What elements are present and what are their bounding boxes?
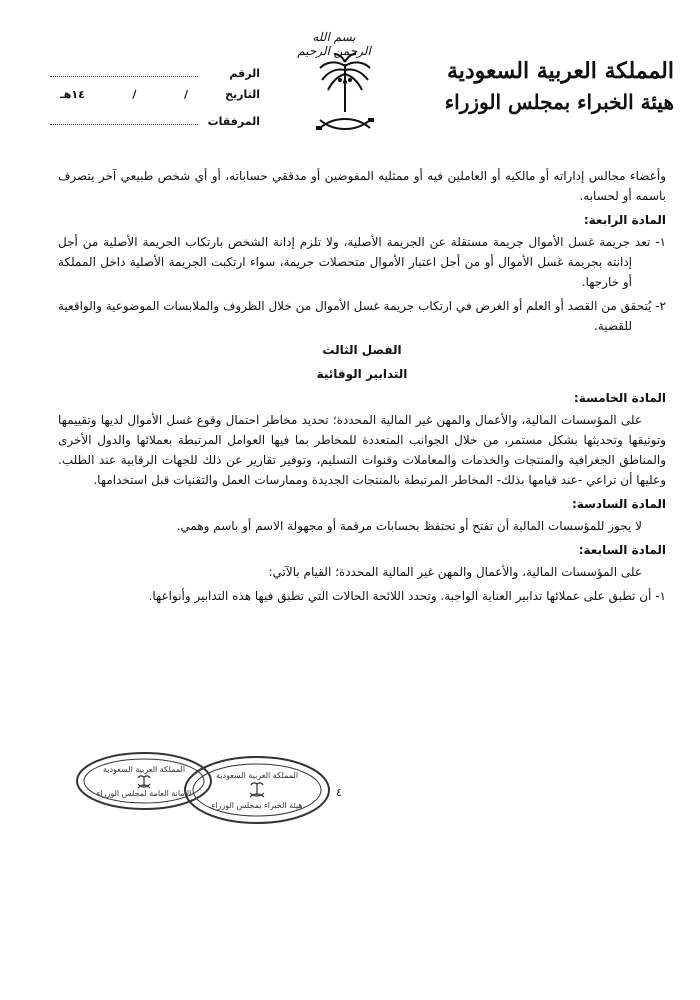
attachments-row xyxy=(50,112,260,136)
stamp-emblem-icon xyxy=(250,783,264,797)
number-field xyxy=(50,64,198,77)
page-number: ٤ xyxy=(336,786,342,799)
stamp-right-top-text: المملكة العربية السعودية xyxy=(215,771,299,780)
date-slash: / xyxy=(132,88,137,101)
article-7-item: ١- أن تطبق على عملائها تدابير العناية الواجبة. وتحدد اللائحة الحالات التي تطبق فيها هذه التدابير وأنواعها. xyxy=(148,589,666,603)
palm-swords-emblem-icon xyxy=(312,50,378,142)
article-4-item: ١- تعد جريمة غسل الأموال جريمة مستقلة عن الجريمة الأصلية، ولا تلزم إدانة الشخص بارتكاب الجريمة الأصلية من أجل إدانته بجريمة غسل الأموال أو من أجل اعتبار الأموال متحصلات جريمة، سواء ارتكبت الجريمة الأصلية داخل المملكة أو خارجها. xyxy=(58,235,666,289)
stamp-right-bottom-text: هيئة الخبراء بمجلس الوزراء xyxy=(211,801,303,810)
article-7-intro: على المؤسسات المالية، والأعمال والمهن غير المالية المحددة؛ القيام بالآتي: xyxy=(268,565,642,579)
stamp-emblem-icon xyxy=(138,776,150,788)
stamp-experts-authority xyxy=(182,754,332,826)
kingdom-name: المملكة العربية السعودية xyxy=(446,58,674,84)
document-body xyxy=(58,166,666,610)
stamp-left-top-text: المملكة العربية السعودية xyxy=(102,765,186,774)
date-slash: / xyxy=(183,88,188,101)
attachments-field xyxy=(50,112,198,125)
article-4-title: المادة الرابعة: xyxy=(583,213,666,227)
number-row xyxy=(50,64,260,88)
attachments-label: المرفقات xyxy=(207,115,260,128)
basmala: بسم الله الرحمن الرحيم xyxy=(297,30,371,58)
article-5-title: المادة الخامسة: xyxy=(573,391,666,405)
chapter-title: الفصل الثالث xyxy=(322,343,402,357)
letterhead-meta xyxy=(50,64,260,136)
intro-paragraph: وأعضاء مجالس إداراته أو مالكيه أو العاملين فيه أو ممثليه المفوضين أو مدققي حساباته، أو أي شخص طبيعي آخر يتصرف باسمه أو لحسابه. xyxy=(58,169,666,203)
date-row xyxy=(50,88,260,112)
chapter-subtitle: التدابير الوقائية xyxy=(316,367,408,381)
article-4-item: ٢- يُتحقق من القصد أو العلم أو الغرض في ارتكاب جريمة غسل الأموال من خلال الظروف والملابسات الموضوعية والواقعية للقضية. xyxy=(58,299,666,333)
date-label: التاريخ xyxy=(225,88,260,101)
authority-name: هيئة الخبراء بمجلس الوزراء xyxy=(444,90,674,114)
stamp-left-bottom-text: الأمانة العامة لمجلس الوزراء xyxy=(96,789,192,798)
date-field xyxy=(50,88,198,101)
article-6-title: المادة السادسة: xyxy=(572,497,666,511)
number-label: الرقم xyxy=(229,67,260,80)
date-suffix: ١٤هـ xyxy=(60,88,85,101)
article-6-text: لا يجوز للمؤسسات المالية أن تفتح أو تحتفظ بحسابات مرقمة أو مجهولة الاسم أو باسم وهمي. xyxy=(176,519,642,533)
article-7-title: المادة السابعة: xyxy=(578,543,666,557)
letterhead-authority xyxy=(414,54,674,116)
article-5-text: على المؤسسات المالية، والأعمال والمهن غير المالية المحددة؛ تحديد مخاطر احتمال وقوع غسل الأموال لديها وتقييمها وتوثيقها وتحديثها بشكل مستمر، من خلال الجوانب المتعددة للمخاطر بما فيها العوامل المرتبطة بعملائها والدول الأخرى والمناطق الجغرافية والمنتجات والخدمات والمعاملات وقنوات التسليم، وتوفير تقارير عن ذلك للجهات الرقابية عند الطلب. وعليها أن تراعي -عند قيامها بذلك- المخاطر المرتبطة بالمنتجات الجديدة وممارسات العمل والتقنيات قبل استخدامها. xyxy=(58,413,666,487)
